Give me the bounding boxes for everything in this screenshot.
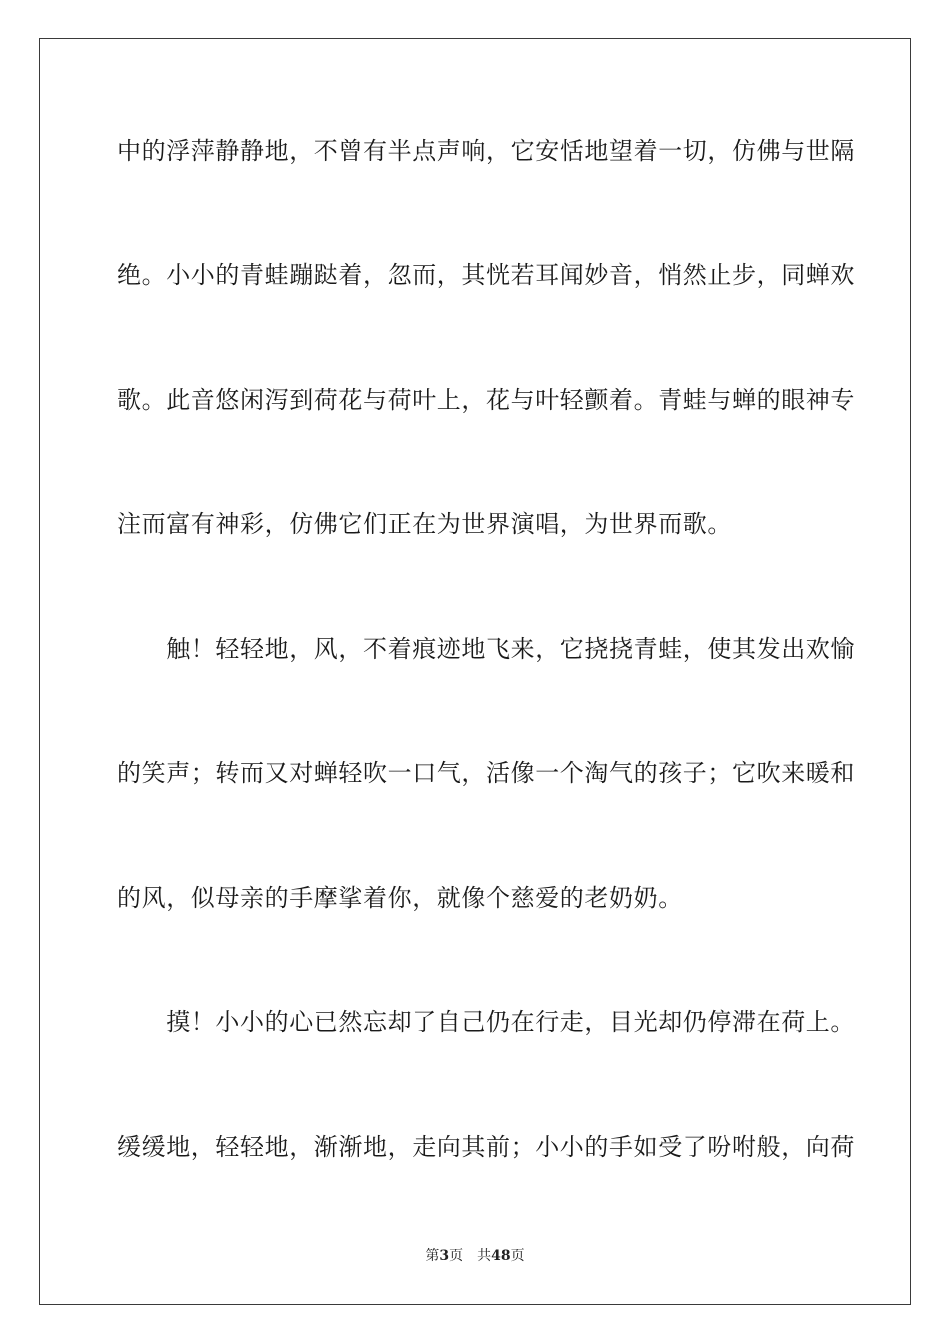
- total-label-suffix: 页: [510, 1248, 525, 1264]
- text-line-9: 缓缓地，轻轻地，渐渐地，走向其前；小小的手如受了吩咐般，向荷: [117, 1133, 855, 1161]
- text-line-2: 绝。小小的青蛙蹦跶着，忽而，其恍若耳闻妙音，悄然止步，同蝉欢: [117, 261, 855, 289]
- page-label-suffix: 页: [449, 1248, 464, 1264]
- text-line-8: 摸！小小的心已然忘却了自己仍在行走，目光却仍停滞在荷上。: [117, 1008, 855, 1036]
- text-line-4: 注而富有神彩，仿佛它们正在为世界演唱，为世界而歌。: [117, 510, 732, 538]
- page-footer: [0, 1247, 950, 1265]
- total-pages: 48: [491, 1248, 511, 1264]
- text-line-5: 触！轻轻地，风，不着痕迹地飞来，它挠挠青蛙，使其发出欢愉: [117, 635, 855, 663]
- page-number: 3: [439, 1248, 450, 1264]
- text-line-6: 的笑声；转而又对蝉轻吹一口气，活像一个淘气的孩子；它吹来暖和: [117, 759, 855, 787]
- text-line-7: 的风，似母亲的手摩挲着你，就像个慈爱的老奶奶。: [117, 884, 683, 912]
- text-line-3: 歌。此音悠闲泻到荷花与荷叶上，花与叶轻颤着。青蛙与蝉的眼神专: [117, 386, 855, 414]
- text-line-1: 中的浮萍静静地，不曾有半点声响，它安恬地望着一切，仿佛与世隔: [117, 137, 855, 165]
- total-label-prefix: 共: [477, 1248, 492, 1264]
- page-label-prefix: 第: [425, 1248, 440, 1264]
- page-border: [39, 38, 911, 1305]
